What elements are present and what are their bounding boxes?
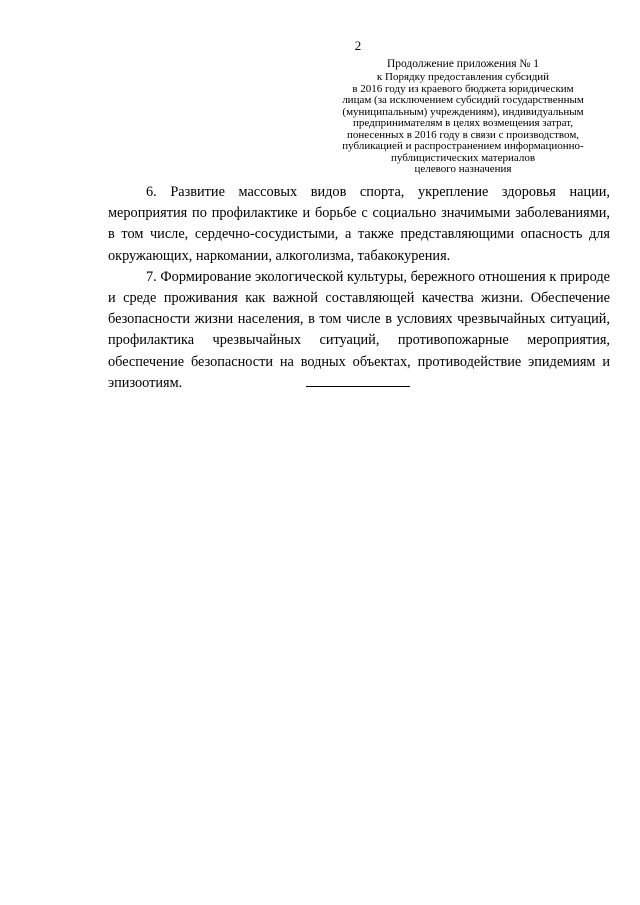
- document-body: [108, 182, 610, 394]
- appendix-title: Продолжение приложения № 1: [386, 58, 540, 70]
- appendix-line: предпринимателям в целях возмещения затрат,: [352, 117, 573, 129]
- appendix-header: [318, 57, 608, 176]
- appendix-line: публикацией и распространением информационно-: [342, 140, 584, 152]
- appendix-line: (муниципальным) учреждениям), индивидуальным: [342, 105, 584, 118]
- appendix-line: в 2016 году из краевого бюджета юридическим: [352, 82, 574, 95]
- appendix-line: целевого назначения: [414, 163, 512, 175]
- appendix-line: к Порядку предоставления субсидий: [376, 71, 550, 83]
- end-separator-line: [306, 386, 410, 387]
- paragraph-7: 7. Формирование экологической культуры, бережного отношения к природе и среде проживания как важной составляющей качества жизни. Обеспечение безопасности жизни населения, в том числе в условиях чрезвычайных ситуаций, профилактика чрезвычайных ситуаций, противопожарные мероприятия, обеспечение безопасности на водных объектах, противодействие эпидемиям и эпизоотиям.: [108, 268, 610, 391]
- paragraph-6: 6. Развитие массовых видов спорта, укрепление здоровья нации, мероприятия по профилактике и борьбе с социально значимыми заболеваниями, в том числе, сердечно-сосудистыми, а также представляющими опасность для окружающих, наркомании, алкоголизма, табакокурения.: [108, 184, 610, 264]
- appendix-line: публицистических материалов: [390, 151, 536, 164]
- appendix-line: понесенных в 2016 году в связи с производством,: [346, 128, 580, 141]
- appendix-line: лицам (за исключением субсидий государственным: [342, 94, 584, 106]
- page-number: 2: [354, 38, 362, 53]
